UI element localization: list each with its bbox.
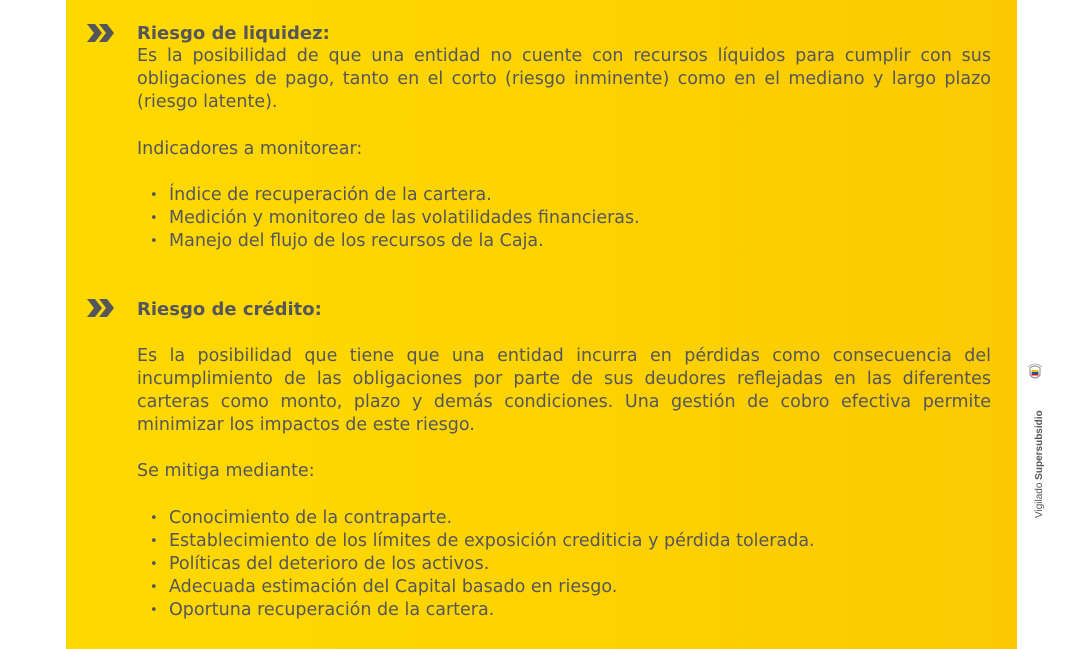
list-item: • Establecimiento de los límites de exposición crediticia y pérdida tolerada.: [150, 530, 815, 553]
list-item: • Índice de recuperación de la cartera.: [150, 184, 640, 207]
vigilado-label: Vigilado Supersubsidio: [1034, 410, 1045, 518]
vigilado-sidebar: [1019, 358, 1049, 518]
section-heading-credito: Riesgo de crédito:: [137, 299, 322, 320]
list-item: • Adecuada estimación del Capital basado en riesgo.: [150, 576, 815, 599]
list-intro-credito: Se mitiga mediante:: [137, 461, 315, 481]
list-item: • Medición y monitoreo de las volatilidades financieras.: [150, 207, 640, 230]
section-heading-liquidez: Riesgo de liquidez:: [137, 23, 330, 44]
bullet-list-credito: [150, 507, 815, 622]
list-item: • Conocimiento de la contraparte.: [150, 507, 815, 530]
double-chevron-icon: [86, 23, 116, 43]
list-item: • Oportuna recuperación de la cartera.: [150, 599, 815, 622]
section-paragraph-liquidez: Es la posibilidad de que una entidad no cuente con recursos líquidos para cumplir con sus obligaciones de pago, tanto en el corto (riesgo inminente) como en el mediano y largo plazo (riesgo latente).: [137, 46, 991, 112]
section-paragraph-credito: Es la posibilidad que tiene que una entidad incurra en pérdidas como consecuencia del incumplimiento de las obligaciones por parte de sus deudores reflejadas en las diferentes carteras como monto, plazo y demás condiciones. Una gestión de cobro efectiva permite minimizar los impactos de este riesgo.: [137, 346, 991, 435]
coat-of-arms-icon: [1024, 362, 1046, 384]
list-item: • Manejo del flujo de los recursos de la Caja.: [150, 230, 640, 253]
bullet-list-liquidez: [150, 184, 640, 253]
list-item: • Políticas del deterioro de los activos.: [150, 553, 815, 576]
double-chevron-icon: [86, 298, 116, 318]
list-intro-liquidez: Indicadores a monitorear:: [137, 139, 363, 159]
